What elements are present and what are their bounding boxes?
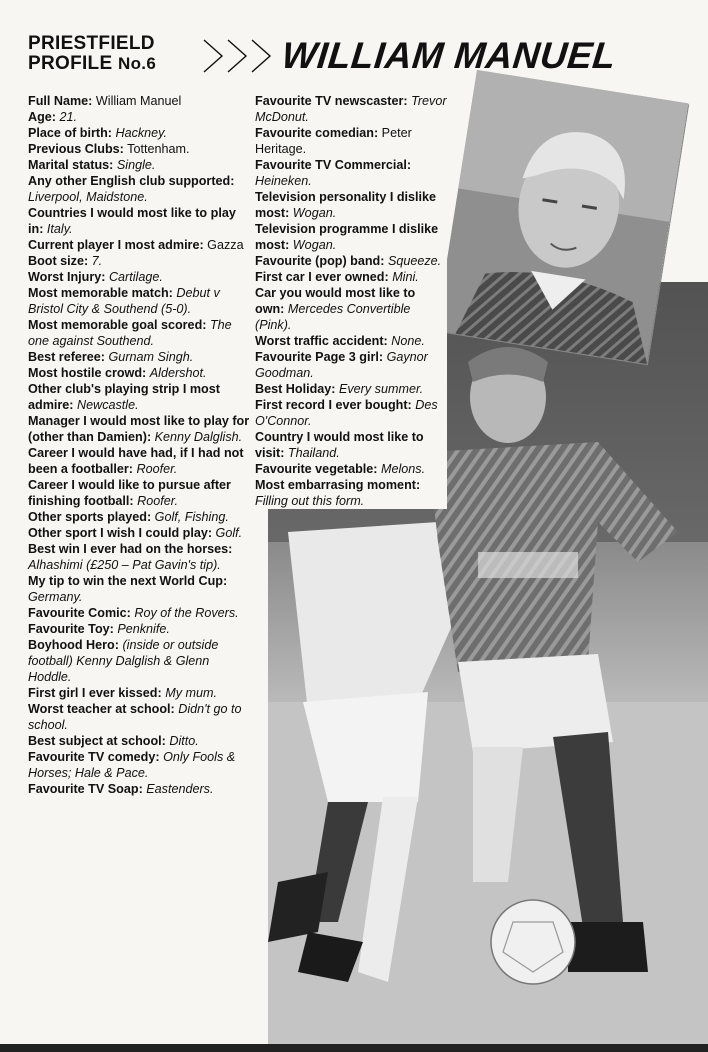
profile-question: Worst traffic accident: bbox=[255, 334, 388, 348]
series-title bbox=[28, 34, 156, 74]
profile-answer: Italy. bbox=[46, 222, 73, 236]
profile-answer: William Manuel bbox=[95, 94, 182, 108]
profile-answer: Peter Heritage. bbox=[255, 126, 412, 156]
profile-question: Country I would most like to visit: bbox=[255, 430, 424, 460]
profile-answer: Cartilage. bbox=[108, 270, 163, 284]
profile-entry bbox=[28, 525, 252, 541]
profile-entry bbox=[28, 573, 252, 605]
profile-entry bbox=[255, 461, 447, 477]
profile-answer: Alhashimi (£250 – Pat Gavin's tip). bbox=[28, 558, 221, 572]
profile-question: Favourite Comic: bbox=[28, 606, 131, 620]
profile-question: Favourite Page 3 girl: bbox=[255, 350, 384, 364]
profile-entry bbox=[28, 413, 252, 445]
profile-question: Most memorable match: bbox=[28, 286, 173, 300]
profile-answer: Mercedes Convertible (Pink). bbox=[255, 302, 411, 332]
profile-question: Worst teacher at school: bbox=[28, 702, 175, 716]
profile-question: Favourite (pop) band: bbox=[255, 254, 385, 268]
profile-entry bbox=[28, 157, 252, 173]
profile-entry bbox=[255, 253, 447, 269]
profile-question: Best Holiday: bbox=[255, 382, 336, 396]
profile-question: Most embarrasing moment: bbox=[255, 478, 421, 492]
profile-question: Other club's playing strip I most admire: bbox=[28, 382, 220, 412]
profile-answer: Liverpool, Maidstone. bbox=[28, 190, 148, 204]
profile-entry bbox=[28, 621, 252, 637]
profile-entry bbox=[255, 221, 447, 253]
series-number: No.6 bbox=[118, 54, 157, 73]
profile-question: Manager I would most like to play for (other than Damien): bbox=[28, 414, 250, 444]
profile-answer: Wogan. bbox=[292, 206, 337, 220]
profile-question: Any other English club supported: bbox=[28, 174, 235, 188]
profile-question: Other sport I wish I could play: bbox=[28, 526, 213, 540]
profile-question: Age: bbox=[28, 110, 56, 124]
profile-question: Best subject at school: bbox=[28, 734, 166, 748]
profile-question: Car you would most like to own: bbox=[255, 286, 416, 316]
profile-entry bbox=[28, 509, 252, 525]
profile-answer: Eastenders. bbox=[146, 782, 214, 796]
profile-question: First record I ever bought: bbox=[255, 398, 412, 412]
profile-answer: (inside or outside football) Kenny Dalglish & Glenn Hoddle. bbox=[28, 638, 219, 684]
profile-question: First car I ever owned: bbox=[255, 270, 389, 284]
profile-question: Marital status: bbox=[28, 158, 114, 172]
profile-question: Best win I ever had on the horses: bbox=[28, 542, 233, 556]
profile-question: Favourite comedian: bbox=[255, 126, 379, 140]
profile-answer: Wogan. bbox=[292, 238, 337, 252]
profile-entry bbox=[28, 381, 252, 413]
profile-entry bbox=[28, 637, 252, 685]
profile-entry bbox=[28, 141, 252, 157]
profile-answer: None. bbox=[391, 334, 425, 348]
profile-answer: Trevor McDonut. bbox=[255, 94, 447, 124]
profile-answer: Every summer. bbox=[338, 382, 424, 396]
profile-entry bbox=[28, 285, 252, 317]
profile-answer: Single. bbox=[116, 158, 156, 172]
profile-question: Favourite vegetable: bbox=[255, 462, 378, 476]
portrait-photo bbox=[436, 70, 689, 364]
profile-answer: Thailand. bbox=[287, 446, 340, 460]
profile-answer: 7. bbox=[91, 254, 103, 268]
profile-entry bbox=[255, 429, 447, 461]
profile-entry bbox=[28, 365, 252, 381]
profile-answer: Newcastle. bbox=[77, 398, 139, 412]
portrait-illustration bbox=[436, 70, 689, 364]
profile-entry bbox=[28, 781, 252, 797]
profile-answer: Aldershot. bbox=[149, 366, 207, 380]
profile-question: Career I would like to pursue after finishing football: bbox=[28, 478, 231, 508]
profile-entry bbox=[28, 349, 252, 365]
profile-entry bbox=[28, 701, 252, 733]
profile-answer: Squeeze. bbox=[387, 254, 442, 268]
profile-entry bbox=[255, 189, 447, 221]
profile-entry bbox=[28, 205, 252, 237]
profile-question: Place of birth: bbox=[28, 126, 112, 140]
profile-question: My tip to win the next World Cup: bbox=[28, 574, 228, 588]
profile-entry bbox=[255, 349, 447, 381]
player-name-heading: WILLIAM MANUEL bbox=[279, 35, 618, 76]
profile-entry bbox=[28, 93, 252, 109]
profile-question: Other sports played: bbox=[28, 510, 152, 524]
profile-question: Favourite TV Soap: bbox=[28, 782, 143, 796]
profile-answer: Mini. bbox=[392, 270, 419, 284]
profile-entry bbox=[255, 157, 447, 189]
profile-question: Favourite TV newscaster: bbox=[255, 94, 408, 108]
profile-answer: Tottenham. bbox=[127, 142, 190, 156]
profile-question: Countries I would most like to play in: bbox=[28, 206, 236, 236]
profile-entry bbox=[255, 285, 447, 333]
profile-question: Most hostile crowd: bbox=[28, 366, 147, 380]
profile-answer: Roy of the Rovers. bbox=[134, 606, 239, 620]
profile-entry bbox=[28, 109, 252, 125]
profile-answer: Gazza bbox=[207, 238, 244, 252]
profile-entry bbox=[28, 605, 252, 621]
profile-question: Previous Clubs: bbox=[28, 142, 124, 156]
profile-answer: Filling out this form. bbox=[255, 494, 365, 508]
profile-entry bbox=[28, 125, 252, 141]
profile-questions-right bbox=[255, 93, 447, 509]
profile-answer: Debut v Bristol City & Southend (5-0). bbox=[28, 286, 220, 316]
profile-question: Favourite TV comedy: bbox=[28, 750, 160, 764]
profile-answer: Des O'Connor. bbox=[255, 398, 438, 428]
profile-answer: Didn't go to school. bbox=[28, 702, 242, 732]
profile-answer: Ditto. bbox=[169, 734, 199, 748]
profile-entry bbox=[255, 381, 447, 397]
profile-question: Television personality I dislike most: bbox=[255, 190, 437, 220]
profile-questions-left bbox=[28, 93, 252, 797]
profile-entry bbox=[255, 125, 447, 157]
profile-question: Most memorable goal scored: bbox=[28, 318, 207, 332]
profile-answer: Roofer. bbox=[137, 494, 178, 508]
profile-answer: Kenny Dalglish. bbox=[154, 430, 243, 444]
series-line-2 bbox=[28, 54, 156, 74]
profile-answer: Roofer. bbox=[136, 462, 178, 476]
profile-question: First girl I ever kissed: bbox=[28, 686, 162, 700]
profile-answer: Only Fools & Horses; Hale & Pace. bbox=[28, 750, 236, 780]
profile-entry bbox=[28, 477, 252, 509]
profile-entry bbox=[28, 269, 252, 285]
triple-chevron-right-icon bbox=[200, 36, 280, 76]
profile-answer: Golf. bbox=[215, 526, 243, 540]
profile-question: Current player I most admire: bbox=[28, 238, 204, 252]
profile-question: Television programme I dislike most: bbox=[255, 222, 439, 252]
profile-question: Boot size: bbox=[28, 254, 89, 268]
profile-question: Full Name: bbox=[28, 94, 93, 108]
profile-entry bbox=[28, 237, 252, 253]
profile-question: Best referee: bbox=[28, 350, 106, 364]
profile-entry bbox=[28, 317, 252, 349]
profile-answer: Hackney. bbox=[115, 126, 168, 140]
profile-header bbox=[28, 34, 688, 82]
profile-entry bbox=[28, 253, 252, 269]
profile-entry bbox=[255, 333, 447, 349]
profile-entry bbox=[28, 685, 252, 701]
profile-answer: The one against Southend. bbox=[28, 318, 232, 348]
profile-entry bbox=[28, 749, 252, 781]
profile-entry bbox=[28, 541, 252, 573]
profile-entry bbox=[28, 445, 252, 477]
profile-answer: My mum. bbox=[165, 686, 217, 700]
profile-question: Favourite Toy: bbox=[28, 622, 114, 636]
profile-entry bbox=[28, 733, 252, 749]
profile-entry bbox=[255, 477, 447, 509]
series-profile-label: PROFILE bbox=[28, 53, 113, 74]
profile-question: Worst Injury: bbox=[28, 270, 106, 284]
profile-entry bbox=[28, 173, 252, 205]
profile-entry bbox=[255, 93, 447, 125]
profile-answer: Gurnam Singh. bbox=[108, 350, 194, 364]
profile-question: Boyhood Hero: bbox=[28, 638, 119, 652]
profile-answer: Heineken. bbox=[255, 174, 312, 188]
profile-answer: Germany. bbox=[28, 590, 83, 604]
profile-answer: Penknife. bbox=[117, 622, 170, 636]
page-bottom-rule bbox=[0, 1044, 708, 1052]
profile-question: Favourite TV Commercial: bbox=[255, 158, 412, 172]
profile-answer: Gaynor Goodman. bbox=[255, 350, 428, 380]
profile-entry bbox=[255, 397, 447, 429]
profile-answer: Golf, Fishing. bbox=[154, 510, 229, 524]
profile-answer: 21. bbox=[59, 110, 78, 124]
profile-entry bbox=[255, 269, 447, 285]
profile-answer: Melons. bbox=[380, 462, 426, 476]
profile-question: Career I would have had, if I had not been a footballer: bbox=[28, 446, 244, 476]
series-line-1: PRIESTFIELD bbox=[28, 33, 155, 54]
